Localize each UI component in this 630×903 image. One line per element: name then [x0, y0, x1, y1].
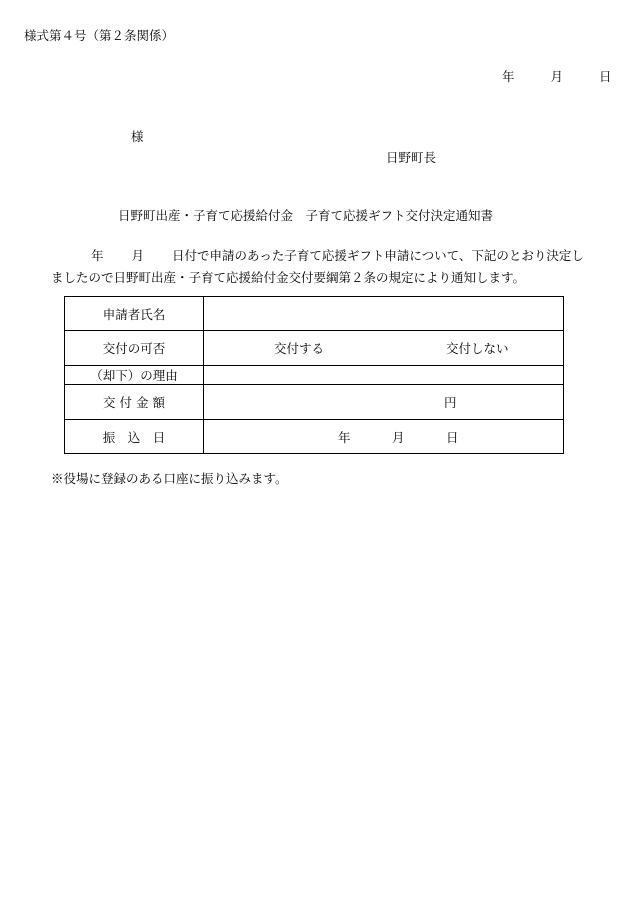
applicant-value — [204, 297, 564, 331]
footnote: ※役場に登録のある口座に振り込みます。 — [51, 471, 288, 486]
table-row-applicant — [65, 297, 564, 331]
body-text — [51, 245, 609, 289]
decision-no: 交付しない — [446, 341, 509, 356]
date-year: 年 — [502, 69, 515, 84]
transfer-label: 振 込 日 — [65, 420, 204, 454]
body-year: 年 — [91, 248, 104, 263]
document-title: 日野町出産・子育て応援給付金 子育て応援ギフト交付決定通知書 — [118, 208, 494, 223]
applicant-label: 申請者氏名 — [65, 297, 204, 331]
transfer-month: 月 — [392, 429, 405, 445]
issue-date — [502, 67, 611, 85]
transfer-day: 日 — [446, 429, 459, 445]
decision-table — [64, 296, 564, 454]
decision-label: 交付の可否 — [65, 331, 204, 366]
decision-value — [204, 331, 564, 366]
body-line-2: ましたので日野町出産・子育て応援給付金交付要綱第２条の規定により通知します。 — [51, 270, 526, 285]
table-row-reason — [65, 366, 564, 385]
decision-yes: 交付する — [274, 341, 325, 356]
date-month: 月 — [550, 69, 563, 84]
transfer-year: 年 — [338, 429, 351, 445]
reason-label: （却下）の理由 — [65, 366, 204, 385]
reason-value — [204, 366, 564, 385]
body-line-1-rest: 日付で申請のあった子育て応援ギフト申請について、下記のとおり決定し — [172, 248, 584, 263]
table-row-amount — [65, 385, 564, 420]
addressee: 様 — [131, 129, 144, 144]
issuer: 日野町長 — [386, 150, 437, 165]
form-number: 様式第４号（第２条関係） — [24, 28, 175, 43]
amount-label: 交 付 金 額 — [65, 385, 204, 420]
amount-unit: 円 — [444, 395, 457, 410]
body-month: 月 — [131, 248, 145, 263]
transfer-date — [204, 420, 564, 454]
table-row-transfer — [65, 420, 564, 454]
body-line-1 — [51, 245, 609, 267]
amount-value — [204, 385, 564, 420]
date-day: 日 — [598, 69, 612, 84]
table-row-decision — [65, 331, 564, 366]
